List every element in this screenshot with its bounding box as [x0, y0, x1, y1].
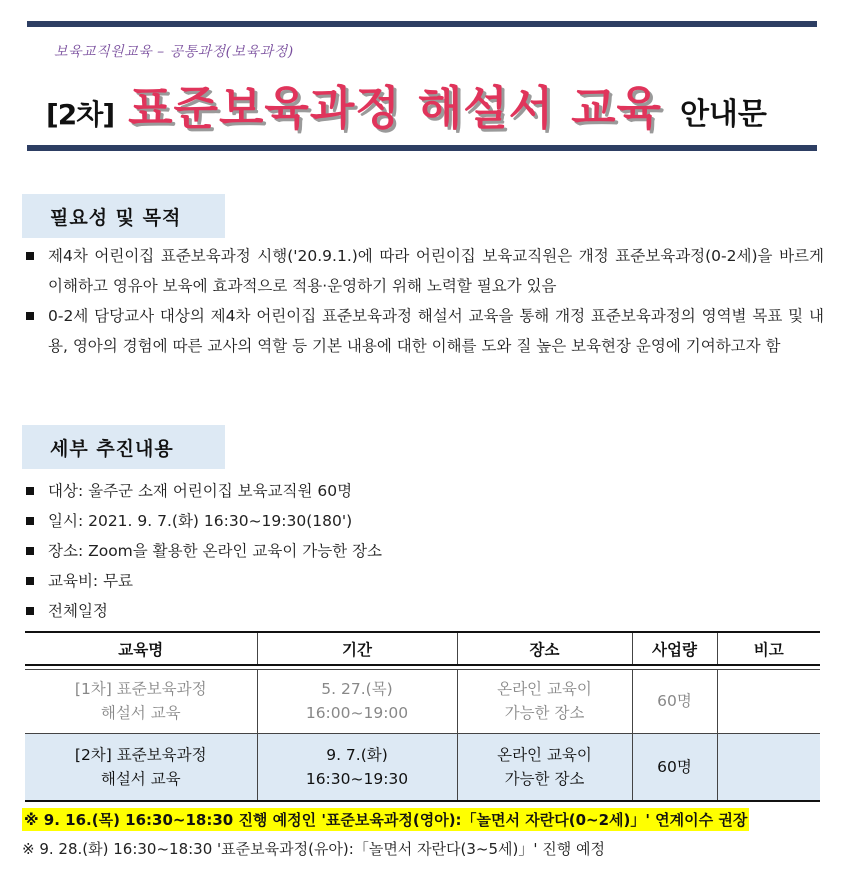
- title-prefix: [2차]: [46, 98, 115, 131]
- top-rule: [27, 21, 817, 27]
- bullet-square-icon: [26, 487, 34, 495]
- table-row: [25, 669, 820, 733]
- cell-qty: 60명: [632, 733, 717, 801]
- header-subtitle: 보육교직원교육 – 공통과정(보육과정): [54, 44, 294, 60]
- list-item: [22, 566, 824, 596]
- col-header-qty: 사업량: [632, 632, 717, 665]
- list-item: [22, 241, 824, 301]
- cell-place: 온라인 교육이 가능한 장소: [457, 733, 632, 801]
- list-item: [22, 506, 824, 536]
- cell-note: [717, 733, 820, 801]
- detail-fee: 교육비: 무료: [48, 572, 134, 590]
- bullet-square-icon: [26, 607, 34, 615]
- bullet-square-icon: [26, 517, 34, 525]
- purpose-item-2: 0-2세 담당교사 대상의 제4차 어린이집 표준보육과정 해설서 교육을 통해 개정 표준보육과정의 영역별 목표 및 내용, 영아의 경험에 따른 교사의 역할 등 기본 내용에 대한 이해를 도와 질 높은 보육현장 운영에 기여하고자 함: [48, 307, 824, 355]
- table-header-row: [25, 632, 820, 665]
- detail-datetime: 일시: 2021. 9. 7.(화) 16:30~19:30(180'): [48, 512, 353, 530]
- section-heading-purpose: 필요성 및 목적: [22, 194, 225, 238]
- bullet-square-icon: [26, 252, 34, 260]
- table-row: [25, 733, 820, 801]
- cell-note: [717, 669, 820, 733]
- cell-period: 5. 27.(목) 16:00~19:00: [257, 669, 457, 733]
- highlighted-note: ※ 9. 16.(목) 16:30~18:30 진행 예정인 '표준보육과정(영아):「놀면서 자란다(0~2세)」' 연계이수 권장: [22, 808, 749, 831]
- detail-place: 장소: Zoom을 활용한 온라인 교육이 가능한 장소: [48, 542, 383, 560]
- bullet-square-icon: [26, 577, 34, 585]
- list-item: [22, 301, 824, 361]
- cell-period: 9. 7.(화) 16:30~19:30: [257, 733, 457, 801]
- schedule-table: [25, 631, 820, 802]
- detail-target: 대상: 울주군 소재 어린이집 보육교직원 60명: [48, 482, 353, 500]
- purpose-list: [22, 241, 824, 361]
- cell-qty: 60명: [632, 669, 717, 733]
- bottom-rule: [27, 145, 817, 151]
- cell-name: [1차] 표준보육과정 해설서 교육: [25, 669, 257, 733]
- col-header-note: 비고: [717, 632, 820, 665]
- purpose-item-1: 제4차 어린이집 표준보육과정 시행('20.9.1.)에 따라 어린이집 보육교직원은 개정 표준보육과정(0-2세)을 바르게 이해하고 영유아 보육에 효과적으로 적용·운영하기 위해 노력할 필요가 있음: [48, 247, 824, 295]
- cell-name: [2차] 표준보육과정 해설서 교육: [25, 733, 257, 801]
- plain-note: ※ 9. 28.(화) 16:30~18:30 '표준보육과정(유아):「놀면서 자란다(3~5세)」' 진행 예정: [22, 840, 606, 858]
- bullet-square-icon: [26, 312, 34, 320]
- page-title: [46, 72, 767, 134]
- col-header-period: 기간: [257, 632, 457, 665]
- col-header-name: 교육명: [25, 632, 257, 665]
- title-suffix: 안내문: [679, 97, 767, 132]
- list-item: [22, 536, 824, 566]
- detail-schedule: 전체일정: [48, 602, 108, 620]
- cell-place: 온라인 교육이 가능한 장소: [457, 669, 632, 733]
- title-main: 표준보육과정 해설서 교육: [128, 81, 662, 135]
- details-list: [22, 476, 824, 626]
- col-header-place: 장소: [457, 632, 632, 665]
- list-item: [22, 476, 824, 506]
- bullet-square-icon: [26, 547, 34, 555]
- section-heading-details: 세부 추진내용: [22, 425, 225, 469]
- list-item: [22, 596, 824, 626]
